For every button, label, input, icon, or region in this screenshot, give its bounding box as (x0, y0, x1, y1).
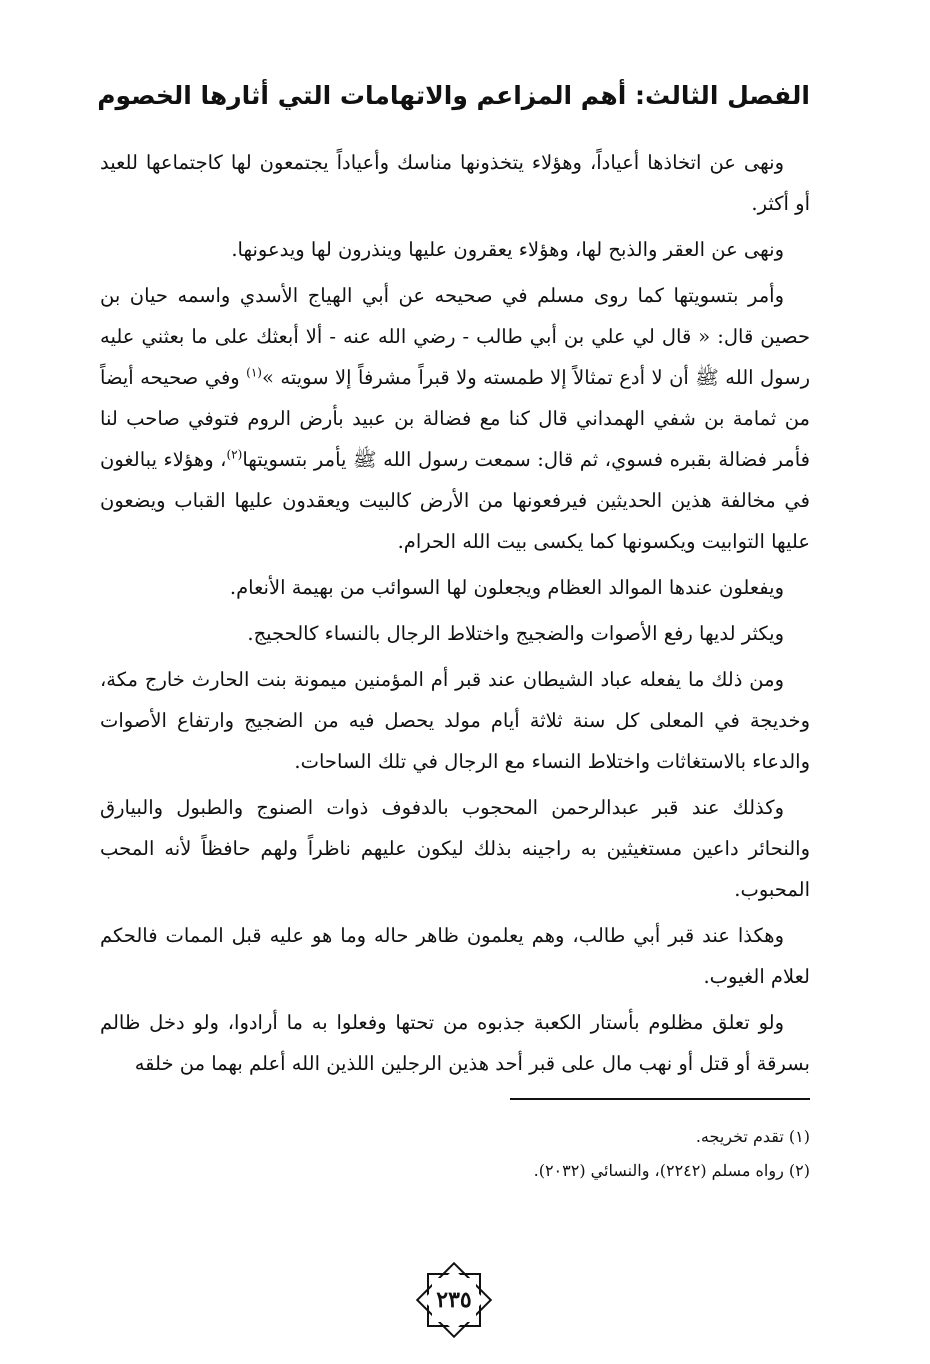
page-number-badge (412, 1258, 496, 1342)
footnote-ref: (١) (246, 365, 262, 380)
paragraph: ونهى عن العقر والذبح لها، وهؤلاء يعقرون عليها وينذرون لها ويدعونها. (231, 238, 784, 261)
paragraph: ومن ذلك ما يفعله عباد الشيطان عند قبر أم المؤمنين ميمونة بنت الحارث خارج مكة، وخديجة في المعلى كل سنة ثلاثة أيام مولد يحصل فيه من الضجيج وارتفاع الأصوات والدعاء بالاستغاثات واختلاط النساء مع الرجال في تلك الساحات. (100, 668, 810, 773)
footnote-ref: (٢) (226, 447, 243, 462)
paragraph-part: ، وهؤلاء يبالغون في مخالفة هذين الحديثين فيرفعونها من الأرض كالبيت ويعقدون عليها القباب ويضعون عليها التوابيت ويكسونها كما يكسى بيت الله الحرام. (100, 448, 810, 553)
footnotes (100, 1120, 810, 1188)
chapter-header (97, 70, 810, 120)
footnote: (١) تقدم تخريجه. (695, 1127, 810, 1146)
footnote-divider (510, 1098, 810, 1100)
footnote: (٢) رواه مسلم (٢٢٤٢)، والنسائي (٢٠٣٢). (533, 1161, 810, 1180)
paragraph-part: وفي صحيحه أيضاً من ثمامة بن شفي الهمداني قال كنا مع فضالة بن عبيد بأرض الروم فتوفي صاحب لنا فأمر فضالة بقبره فسوي، ثم قال: سمعت رسول الله ﷺ يأمر بتسويتها (100, 366, 810, 471)
paragraph: وهكذا عند قبر أبي طالب، وهم يعلمون ظاهر حاله وما هو عليه قبل الممات فالحكم لعلام الغيوب. (100, 924, 810, 988)
paragraph (100, 275, 810, 562)
paragraph: وكذلك عند قبر عبدالرحمن المحجوب بالدفوف ذوات الصنوج والطبول والبيارق والنحائر داعين مستغيثين به راجينه بذلك ليكون عليهم ناظراً ولهم حافظاً لأنه المحب المحبوب. (100, 796, 810, 901)
chapter-title: الفصل الثالث: أهم المزاعم والاتهامات التي أثارها الخصوم (97, 80, 810, 110)
paragraph: ونهى عن اتخاذها أعياداً، وهؤلاء يتخذونها مناسك وأعياداً يجتمعون لها كاجتماعها للعيد أو أكثر. (100, 151, 810, 215)
paragraph: ولو تعلق مظلوم بأستار الكعبة جذبوه من تحتها وفعلوا به ما أرادوا، ولو دخل ظالم بسرقة أو قتل أو نهب مال على قبر أحد هذين الرجلين اللذين الله أعلم بهما من خلقه (100, 1011, 810, 1075)
paragraph: ويكثر لديها رفع الأصوات والضجيج واختلاط الرجال بالنساء كالحجيج. (247, 622, 784, 645)
page-number: ٢٣٥ (436, 1287, 472, 1313)
paragraph-part: وأمر بتسويتها كما روى مسلم في صحيحه عن أبي الهياج الأسدي واسمه حيان بن حصين قال: « قال لي علي بن أبي طالب - رضي الله عنه - ألا أبعثك على ما بعثني عليه رسول الله ﷺ أن لا أدع تمثالاً إلا طمسته ولا قبراً مشرفاً إلا سويته » (100, 284, 811, 389)
paragraph: ويفعلون عندها الموالد العظام ويجعلون لها السوائب من بهيمة الأنعام. (229, 576, 784, 599)
body-text (100, 142, 810, 1089)
